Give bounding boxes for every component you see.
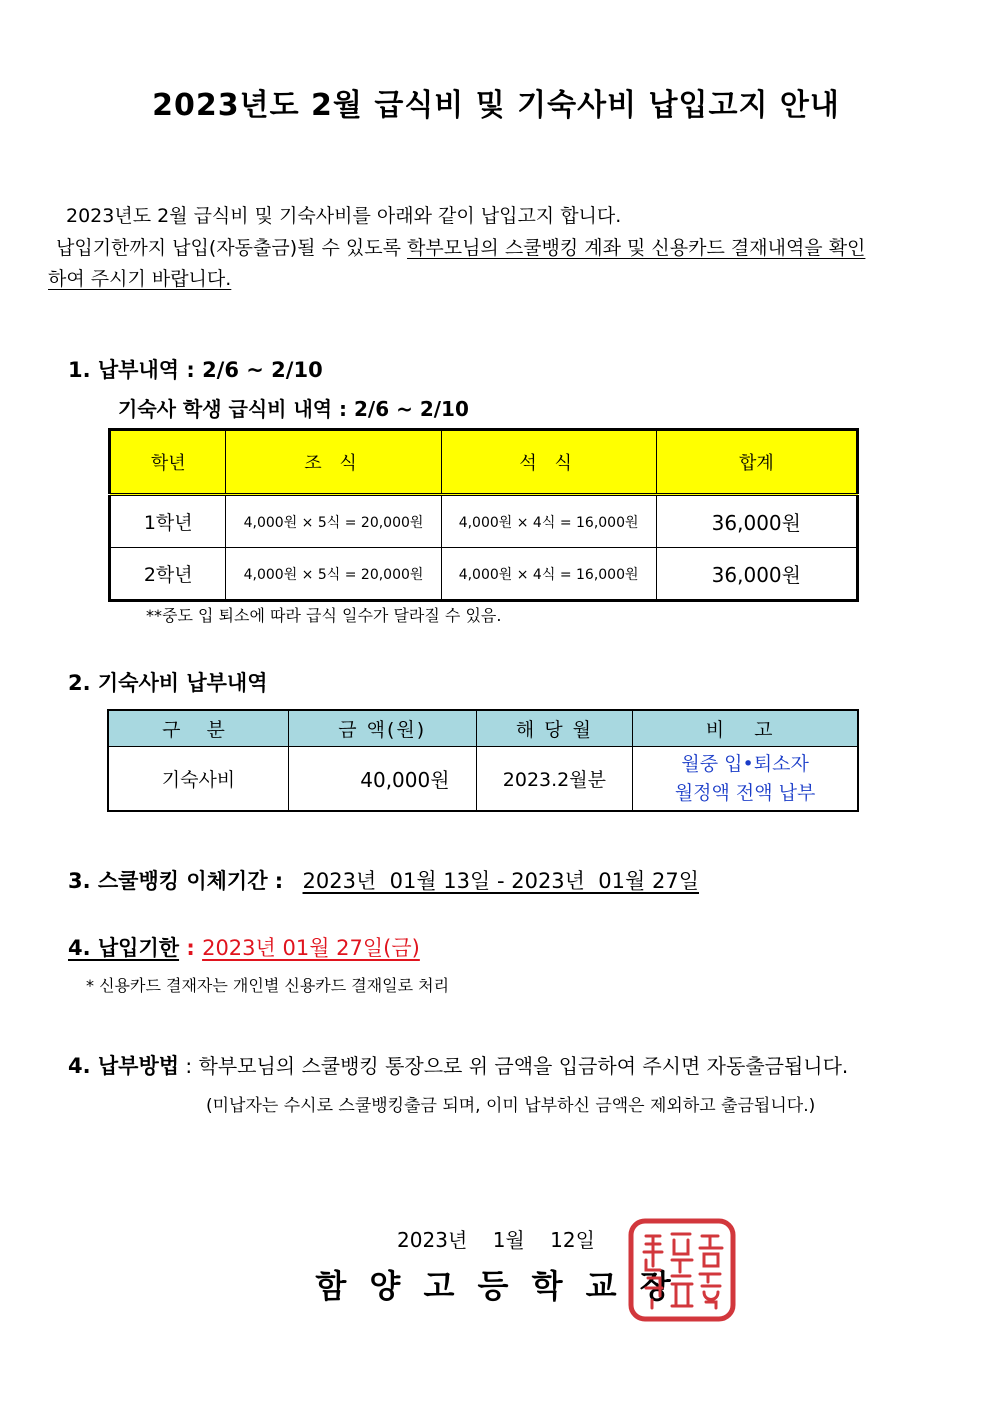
col-grade: 학년	[110, 430, 226, 495]
col-dinner: 석 식	[441, 430, 656, 495]
table-row	[110, 495, 858, 548]
table-row	[110, 548, 858, 601]
payment-method-text: : 학부모님의 스쿨뱅킹 통장으로 위 금액을 입금하여 주시면 자동출금됩니다.	[185, 1054, 849, 1078]
payment-method-note: (미납자는 수시로 스쿨뱅킹출금 되며, 이미 납부하신 금액은 제외하고 출금됩니다.)	[206, 1096, 816, 1116]
meal-table-header	[110, 430, 858, 495]
deadline-date: 2023년 01월 27일(금)	[202, 936, 420, 960]
official-seal-icon	[628, 1218, 736, 1322]
total-cell: 36,000원	[656, 495, 857, 548]
breakfast-cell: 4,000원 × 5식 = 20,000원	[226, 495, 441, 548]
section3-label: 3. 스쿨뱅킹 이체기간 :	[68, 869, 284, 893]
remark-line-1: 월중 입•퇴소자	[681, 752, 809, 775]
section2-heading: 2. 기숙사비 납부내역	[68, 671, 268, 695]
transfer-period: 2023년 01월 13일 - 2023년 01월 27일	[302, 869, 700, 893]
section4-line	[68, 932, 420, 962]
dinner-cell: 4,000원 × 4식 = 16,000원	[441, 548, 656, 601]
intro-line-3: 하여 주시기 바랍니다.	[48, 268, 232, 290]
month-cell: 2023.2월분	[476, 747, 633, 812]
table-row	[108, 747, 858, 812]
intro-line-2-underlined: 학부모님의 스쿨뱅킹 계좌 및 신용카드 결재내역을 확인	[407, 237, 866, 259]
col-month: 해 당 월	[476, 710, 633, 747]
intro-line-2-plain: 납입기한까지 납입(자동출금)될 수 있도록	[56, 237, 401, 259]
col-amount: 금 액(원)	[288, 710, 476, 747]
total-cell: 36,000원	[656, 548, 857, 601]
remark-cell	[633, 747, 858, 812]
section1-heading: 1. 납부내역 : 2/6 ~ 2/10	[68, 358, 323, 382]
school-principal: 함 양 고 등 학 교 장	[315, 1267, 677, 1305]
col-breakfast: 조 식	[226, 430, 441, 495]
col-total: 합계	[656, 430, 857, 495]
payment-method-label: 4. 납부방법	[68, 1054, 180, 1078]
grade-cell: 1학년	[110, 495, 226, 548]
meal-fee-table	[108, 428, 859, 602]
dorm-fee-table	[107, 709, 859, 812]
col-remark: 비 고	[633, 710, 858, 747]
dorm-table-header	[108, 710, 858, 747]
meal-note: **중도 입 퇴소에 따라 급식 일수가 달라질 수 있음.	[146, 606, 502, 625]
deadline-label: 4. 납입기한	[68, 936, 180, 960]
dinner-cell: 4,000원 × 4식 = 16,000원	[441, 495, 656, 548]
amount-cell: 40,000원	[288, 747, 476, 812]
section5-line	[68, 1050, 848, 1080]
credit-card-note: * 신용카드 결재자는 개인별 신용카드 결재일로 처리	[86, 976, 450, 995]
document-title: 2023년도 2월 급식비 및 기숙사비 납입고지 안내	[152, 88, 840, 123]
item-cell: 기숙사비	[108, 747, 288, 812]
issue-date: 2023년 1월 12일	[397, 1228, 595, 1252]
breakfast-cell: 4,000원 × 5식 = 20,000원	[226, 548, 441, 601]
section3-line	[68, 865, 699, 895]
remark-line-2: 월정액 전액 납부	[674, 781, 816, 804]
deadline-colon: :	[186, 936, 195, 960]
section1-subheading: 기숙사 학생 급식비 내역 : 2/6 ~ 2/10	[118, 397, 469, 421]
col-category: 구 분	[108, 710, 288, 747]
intro-line-1: 2023년도 2월 급식비 및 기숙사비를 아래와 같이 납입고지 합니다.	[66, 205, 622, 227]
intro-line-2	[56, 232, 865, 264]
grade-cell: 2학년	[110, 548, 226, 601]
